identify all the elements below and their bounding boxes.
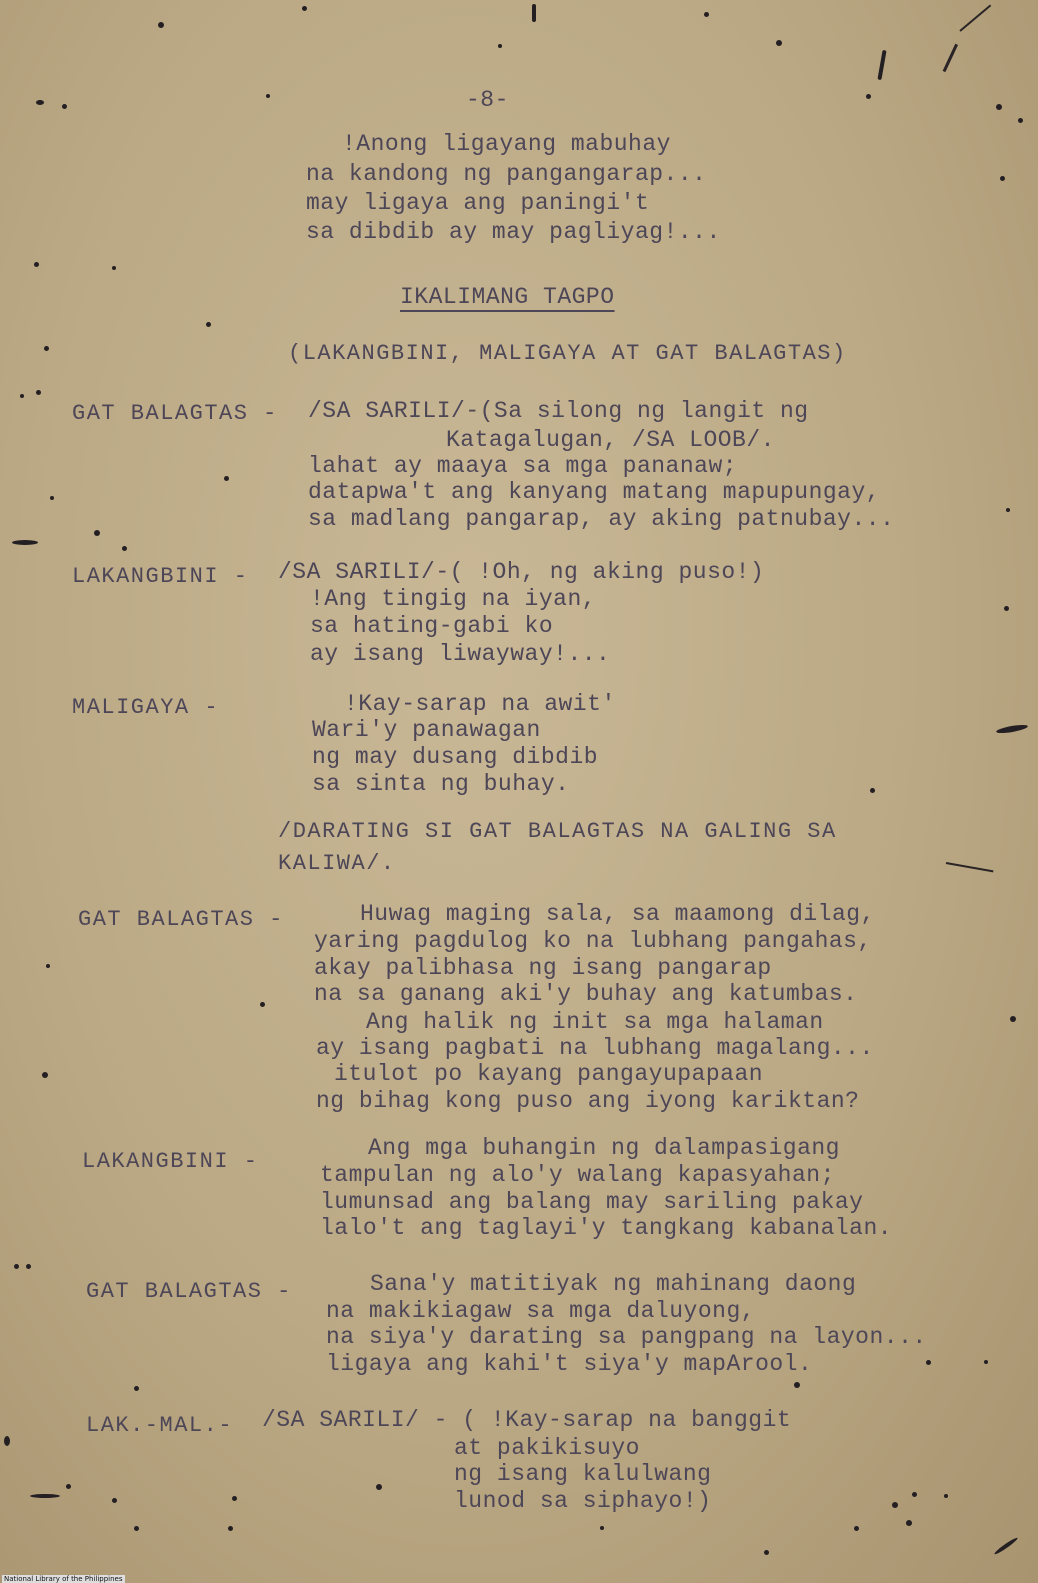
dialogue-line: na sa ganang aki'y buhay ang katumbas. — [314, 981, 858, 1007]
ink-speck — [1006, 508, 1010, 512]
dialogue-line: ng isang kalulwang — [454, 1461, 712, 1487]
dialogue-line: yaring pagdulog ko na lubhang pangahas, — [314, 928, 872, 954]
dialogue-line: Sana'y matitiyak ng mahinang daong — [370, 1271, 857, 1297]
ink-speck — [532, 4, 536, 22]
dialogue-line: sa hating-gabi ko — [310, 613, 554, 639]
dialogue-line: ng may dusang dibdib — [312, 744, 599, 770]
ink-speck — [1018, 118, 1023, 123]
verse-line: !Anong ligayang mabuhay — [342, 131, 671, 157]
ink-speck — [206, 322, 211, 327]
verse-line: na kandong ng pangangarap... — [306, 161, 707, 187]
dialogue-line: na siya'y darating sa pangpang na layon... — [326, 1324, 927, 1350]
ink-speck — [66, 1484, 71, 1489]
ink-speck — [20, 394, 24, 398]
ink-speck — [224, 476, 229, 481]
dialogue-line: akay palibhasa ng isang pangarap — [314, 955, 772, 981]
ink-speck — [498, 44, 502, 48]
dialogue-line: lumunsad ang balang may sariling pakay — [320, 1189, 864, 1215]
dialogue-line: Huwag maging sala, sa maamong dilag, — [360, 901, 875, 927]
pen-mark — [943, 44, 958, 72]
ink-speck — [764, 1550, 769, 1555]
speaker-label: LAK.-MAL.- — [86, 1413, 234, 1438]
dialogue-line: Katagalugan, /SA LOOB/. — [446, 427, 775, 453]
dialogue-line: Ang mga buhangin ng dalampasigang — [368, 1135, 840, 1161]
ink-speck — [600, 1526, 604, 1530]
ink-speck — [906, 1520, 912, 1526]
scene-title: IKALIMANG TAGPO — [400, 284, 615, 310]
ink-speck — [877, 50, 886, 80]
dialogue-line: sa madlang pangarap, ay aking patnubay... — [308, 506, 895, 532]
dialogue-line: itulot po kayang pangayupapaan — [334, 1061, 764, 1087]
ink-speck — [376, 1484, 382, 1490]
ink-speck — [232, 1496, 237, 1501]
stage-direction: /DARATING SI GAT BALAGTAS NA GALING SA — [278, 819, 837, 844]
ink-speck — [996, 723, 1029, 734]
verse-line: sa dibdib ay may pagliyag!... — [306, 219, 721, 245]
ink-speck — [1004, 606, 1009, 611]
ink-speck — [926, 1360, 931, 1365]
dialogue-line: Ang halik ng init sa mga halaman — [366, 1009, 824, 1035]
dialogue-line: /SA SARILI/-(Sa silong ng langit ng — [308, 398, 809, 424]
ink-speck — [912, 1492, 917, 1497]
stage-direction: KALIWA/. — [278, 851, 396, 876]
dialogue-line: lalo't ang taglayi'y tangkang kabanalan. — [320, 1215, 893, 1241]
speaker-label: LAKANGBINI - — [72, 564, 249, 589]
dialogue-line: na makikiagaw sa mga daluyong, — [326, 1298, 756, 1324]
dialogue-line: /SA SARILI/-( !Oh, ng aking puso!) — [278, 559, 765, 585]
ink-speck — [36, 100, 44, 105]
speaker-label: LAKANGBINI - — [82, 1149, 259, 1174]
ink-speck — [984, 1360, 988, 1364]
ink-speck — [36, 390, 41, 395]
dialogue-line: tampulan ng alo'y walang kapasyahan; — [320, 1162, 835, 1188]
ink-speck — [158, 22, 164, 28]
ink-speck — [996, 104, 1002, 110]
pen-mark — [959, 5, 991, 32]
ink-speck — [260, 1002, 265, 1007]
dialogue-line: ligaya ang kahi't siya'y mapArool. — [326, 1351, 813, 1377]
ink-speck — [302, 6, 307, 11]
dialogue-line: !Kay-sarap na awit' — [344, 691, 616, 717]
dialogue-line: lahat ay maaya sa mga pananaw; — [308, 453, 738, 479]
dialogue-line: datapwa't ang kanyang matang mapupungay, — [308, 479, 881, 505]
ink-speck — [14, 1264, 19, 1269]
ink-speck — [4, 1436, 10, 1446]
verse-line: may ligaya ang paningi't — [306, 190, 650, 216]
ink-speck — [112, 1498, 117, 1503]
ink-speck — [870, 788, 875, 793]
dialogue-line: Wari'y panawagan — [312, 717, 541, 743]
ink-speck — [944, 1494, 948, 1498]
ink-speck — [134, 1386, 139, 1391]
ink-speck — [866, 94, 871, 99]
dialogue-line: /SA SARILI/ - ( !Kay-sarap na banggit — [262, 1407, 792, 1433]
speaker-label: MALIGAYA - — [72, 695, 220, 720]
ink-speck — [44, 346, 49, 351]
ink-speck — [1000, 176, 1005, 181]
ink-speck — [94, 530, 100, 536]
ink-speck — [46, 964, 50, 968]
pen-mark — [946, 862, 994, 872]
dialogue-line: at pakikisuyo — [454, 1435, 640, 1461]
ink-speck — [1010, 1016, 1016, 1022]
ink-speck — [62, 104, 67, 109]
scene-characters: (LAKANGBINI, MALIGAYA AT GAT BALAGTAS) — [288, 341, 847, 366]
ink-speck — [122, 546, 127, 551]
ink-speck — [704, 12, 709, 17]
ink-speck — [12, 540, 38, 545]
ink-speck — [50, 496, 54, 500]
ink-speck — [993, 1536, 1018, 1555]
speaker-label: GAT BALAGTAS - — [72, 401, 278, 426]
ink-speck — [228, 1526, 233, 1531]
dialogue-line: sa sinta ng buhay. — [312, 771, 570, 797]
ink-speck — [42, 1072, 48, 1078]
ink-speck — [892, 1502, 898, 1508]
ink-speck — [776, 40, 782, 46]
ink-speck — [794, 1382, 800, 1388]
dialogue-line: lunod sa siphayo!) — [454, 1488, 712, 1514]
ink-speck — [134, 1526, 139, 1531]
dialogue-line: ay isang liwayway!... — [310, 641, 611, 667]
ink-speck — [854, 1526, 859, 1531]
dialogue-line: ay isang pagbati na lubhang magalang... — [316, 1035, 874, 1061]
page-number: -8- — [466, 87, 509, 113]
speaker-label: GAT BALAGTAS - — [86, 1279, 292, 1304]
library-credit: National Library of the Philippines — [4, 1575, 123, 1583]
ink-speck — [112, 266, 116, 270]
dialogue-line: ng bihag kong puso ang iyong kariktan? — [316, 1088, 860, 1114]
ink-speck — [30, 1494, 60, 1498]
speaker-label: GAT BALAGTAS - — [78, 907, 284, 932]
ink-speck — [34, 262, 39, 267]
dialogue-line: !Ang tingig na iyan, — [310, 586, 597, 612]
ink-speck — [26, 1264, 31, 1269]
ink-speck — [266, 94, 270, 98]
